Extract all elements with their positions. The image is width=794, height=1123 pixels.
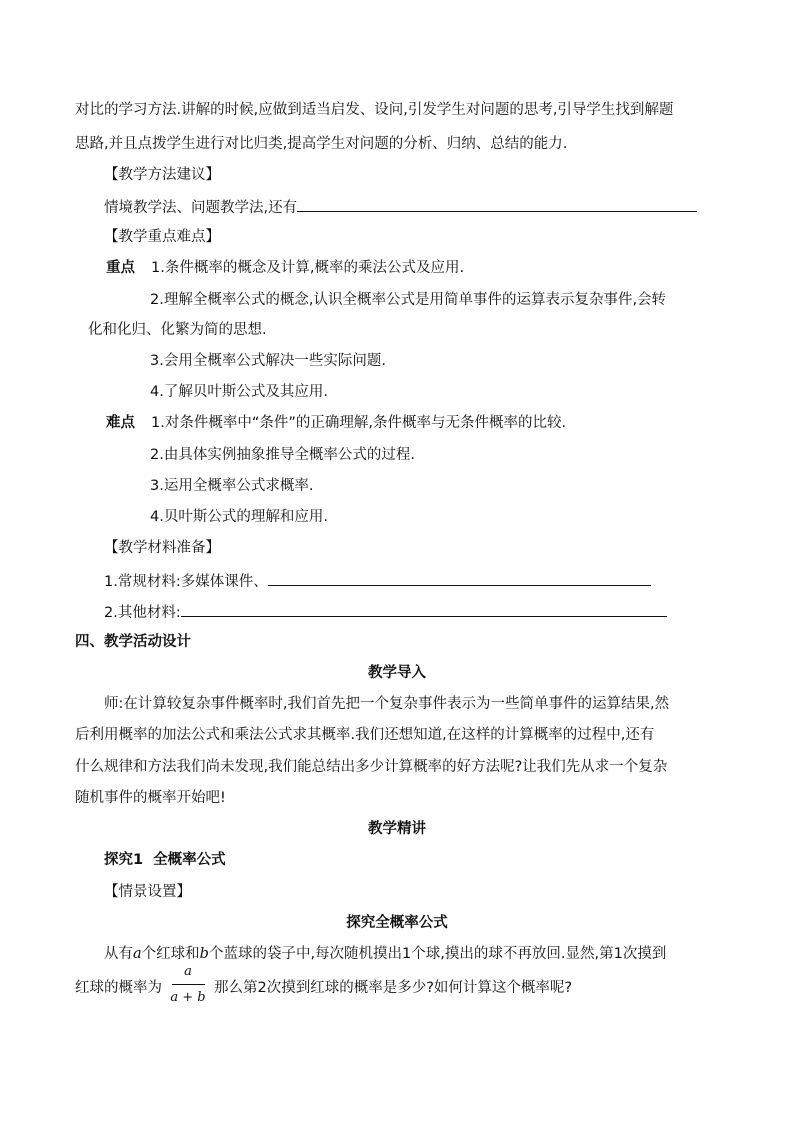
fraction-numerator: a: [184, 964, 192, 979]
explore-subtitle: 探究全概率公式: [346, 915, 448, 931]
scenario-heading: 【情景设置】: [104, 884, 191, 900]
methods-blank: [297, 196, 697, 212]
problem-line-1: [104, 944, 666, 964]
problem-text-2b: 那么第2次摸到红球的概率是多少?如何计算这个概率呢?: [214, 980, 573, 996]
fraction-denominator: a + b: [170, 990, 206, 1005]
materials-item-1: [104, 570, 651, 592]
intro-paragraph-line-4: 随机事件的概率开始吧!: [75, 790, 226, 806]
intro-paragraph-line-1: 师:在计算较复杂事件概率时,我们首先把一个复杂事件表示为一些简单事件的运算结果,然: [104, 696, 670, 712]
lecture-title: 教学精讲: [368, 821, 426, 837]
zhongdian-item-3: 3.会用全概率公式解决一些实际问题.: [150, 353, 386, 369]
materials-item-2: [104, 601, 667, 623]
problem-text-1a: 从有: [104, 946, 133, 962]
fraction-bar: [172, 984, 205, 985]
zhongdian-label: 重点: [106, 260, 135, 276]
explore-title: 探究1 全概率公式: [104, 852, 226, 868]
zhongdian-item-4: 4.了解贝叶斯公式及其应用.: [150, 384, 328, 400]
methods-text: 情境教学法、问题教学法,还有: [104, 200, 298, 216]
nandian-item-1: 1.对条件概率中“条件”的正确理解,条件概率与无条件概率的比较.: [151, 415, 567, 431]
nandian-item-2: 2.由具体实例抽象推导全概率公式的过程.: [150, 447, 415, 463]
problem-text-2a: 红球的概率为: [75, 980, 162, 996]
keypoints-heading: 【教学重点难点】: [104, 229, 220, 245]
methods-heading: 【教学方法建议】: [104, 167, 220, 183]
materials-item-2-blank: [181, 601, 667, 617]
fraction-a-over-a-plus-b: [168, 963, 208, 1013]
materials-item-1-label: 1.常规材料:多媒体课件、: [104, 574, 268, 590]
intro-line-2: 思路,并且点拨学生进行对比归类,提高学生对问题的分析、归纳、总结的能力.: [75, 136, 568, 152]
problem-text-1c: 个蓝球的袋子中,每次随机摸出1个球,摸出的球不再放回.显然,第1次摸到: [208, 946, 667, 962]
nandian-label: 难点: [106, 415, 135, 431]
var-a: a: [133, 946, 142, 962]
intro-paragraph-line-2: 后利用概率的加法公式和乘法公式求其概率.我们还想知道,在这样的计算概率的过程中,还有: [75, 727, 655, 743]
methods-line: [104, 196, 697, 218]
var-b: b: [199, 946, 209, 962]
materials-item-1-blank: [268, 570, 651, 586]
intro-line-1: 对比的学习方法.讲解的时候,应做到适当启发、设问,引发学生对问题的思考,引导学生找到解题: [75, 102, 674, 118]
problem-text-1b: 个红球和: [141, 946, 200, 962]
section-4-title: 四、教学活动设计: [75, 634, 191, 650]
materials-heading: 【教学材料准备】: [104, 540, 220, 556]
intro-paragraph-line-3: 什么规律和方法我们尚未发现,我们能总结出多少计算概率的好方法呢?让我们先从求一个复杂: [75, 759, 668, 775]
materials-item-2-label: 2.其他材料:: [104, 605, 181, 621]
zhongdian-item-2-cont: 化和化归、化繁为简的思想.: [88, 322, 267, 338]
zhongdian-item-2: 2.理解全概率公式的概念,认识全概率公式是用简单事件的运算表示复杂事件,会转: [150, 292, 667, 308]
zhongdian-item-1: 1.条件概率的概念及计算,概率的乘法公式及应用.: [151, 260, 465, 276]
intro-title: 教学导入: [368, 665, 426, 681]
nandian-item-4: 4.贝叶斯公式的理解和应用.: [150, 509, 328, 525]
nandian-item-3: 3.运用全概率公式求概率.: [150, 478, 314, 494]
